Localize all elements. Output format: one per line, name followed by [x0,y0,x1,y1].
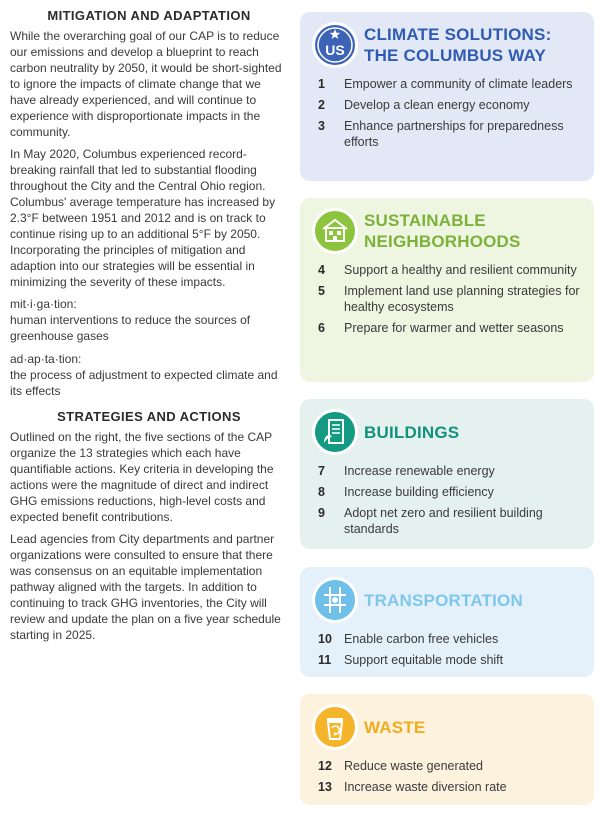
strategy-number: 1 [318,77,325,91]
strategy-text: Increase waste diversion rate [344,780,507,794]
building-icon [312,409,358,455]
list-item [318,652,582,668]
list-item [318,76,582,92]
card-title [364,210,521,252]
strategy-text: Implement land use planning strategies for healthy ecosystems [344,284,580,314]
definition-text: the process of adjustment to expected climate and its effects [10,368,278,398]
strategy-number: 12 [318,759,332,773]
definition-term: ad·ap·ta·tion: [10,352,82,366]
list-item [318,118,582,150]
mitigation-definition [10,296,288,344]
strategy-number: 8 [318,485,325,499]
road-icon [312,577,358,623]
flooding-paragraph: In May 2020, Columbus experienced record-breaking rainfall that led to substantial flooding throughout the City and the Central Ohio region. Columbus' average temperature has increased by 2.3°F between 1951 and 2012 and is on track to continue rising up to an additional 5°F by 2050. Incorporating the principles of mitigation and adaption into our strategies will be essential in minimizing the severity of these impacts. [10,147,276,289]
strategy-number: 7 [318,464,325,478]
strategy-text: Increase building efficiency [344,485,494,499]
strategy-text: Support equitable mode shift [344,653,504,667]
list-item [318,484,582,500]
card-title [364,590,523,611]
card-title [364,717,425,738]
strategy-number: 6 [318,321,325,335]
left-column [10,8,288,649]
house-icon [312,208,358,254]
strategy-list [312,262,582,336]
strategy-list [312,76,582,150]
card-title [364,422,459,443]
strategy-text: Enable carbon free vehicles [344,632,499,646]
card-title-line: CLIMATE SOLUTIONS: [364,25,552,44]
strategy-text: Enhance partnerships for preparedness efforts [344,119,564,149]
card-title-line: THE COLUMBUS WAY [364,46,547,65]
list-item [318,758,582,774]
strategy-number: 10 [318,632,332,646]
strategy-number: 13 [318,780,332,794]
list-item [318,631,582,647]
list-item [318,283,582,315]
mitigation-heading: MITIGATION AND ADAPTATION [47,8,251,23]
card-title-line: SUSTAINABLE [364,211,486,230]
svg-text:US: US [325,42,345,58]
list-item [318,505,582,537]
strategy-list [312,463,582,537]
card-title-line: WASTE [364,717,426,737]
strategies-heading: STRATEGIES AND ACTIONS [57,409,241,424]
strategy-text: Support a healthy and resilient community [344,263,577,277]
card-title-line: NEIGHBORHOODS [364,232,521,251]
sustainable-neighborhoods-card [300,198,594,382]
transportation-card [300,567,594,677]
strategy-text: Prepare for warmer and wetter seasons [344,321,564,335]
definition-term: mit·i·ga·tion: [10,297,77,311]
strategy-text: Empower a community of climate leaders [344,77,573,91]
strategy-text: Develop a clean energy economy [344,98,530,112]
strategy-text: Reduce waste generated [344,759,483,773]
card-title [364,24,551,66]
definition-text: human interventions to reduce the sources of greenhouse gases [10,313,251,343]
buildings-card [300,399,594,549]
strategy-list [312,758,582,795]
agencies-paragraph: Lead agencies from City departments and partner organizations were consulted to ensure that there was consensus on an equitable implementation pathway aligned with the targets. In addition to continuing to track GHG inventories, the City will review and update the plan on a five year schedule starting in 2025. [10,532,281,642]
intro-paragraph: While the overarching goal of our CAP is to reduce our emissions and develop a blueprint to reach carbon neutrality by 2050, it would be short-sighted to ignore the impacts of climate change that we have already experienced, and will continue to experience with disproportionate impacts in the community. [10,29,282,139]
list-item [318,779,582,795]
adaptation-definition [10,351,288,399]
strategy-list [312,631,582,668]
strategy-number: 5 [318,284,325,298]
strategy-number: 9 [318,506,325,520]
strategies-paragraph: Outlined on the right, the five sections of the CAP organize the 13 strategies which each have quantifiable actions. Key criteria in developing the actions were the magnitude of direct and indirect GHG emissions reductions, high-level costs and expected benefit contributions. [10,430,274,524]
list-item [318,97,582,113]
strategy-number: 2 [318,98,325,112]
list-item [318,262,582,278]
strategy-number: 3 [318,119,325,133]
climate-solutions-card [300,12,594,181]
card-title-line: BUILDINGS [364,422,460,442]
strategy-number: 11 [318,653,332,667]
strategy-number: 4 [318,263,325,277]
strategy-text: Adopt net zero and resilient building standards [344,506,543,536]
us-star-icon [312,22,358,68]
strategy-text: Increase renewable energy [344,464,495,478]
recycle-bin-icon [312,704,358,750]
card-title-line: TRANSPORTATION [364,590,523,610]
list-item [318,463,582,479]
waste-card [300,694,594,805]
list-item [318,320,582,336]
